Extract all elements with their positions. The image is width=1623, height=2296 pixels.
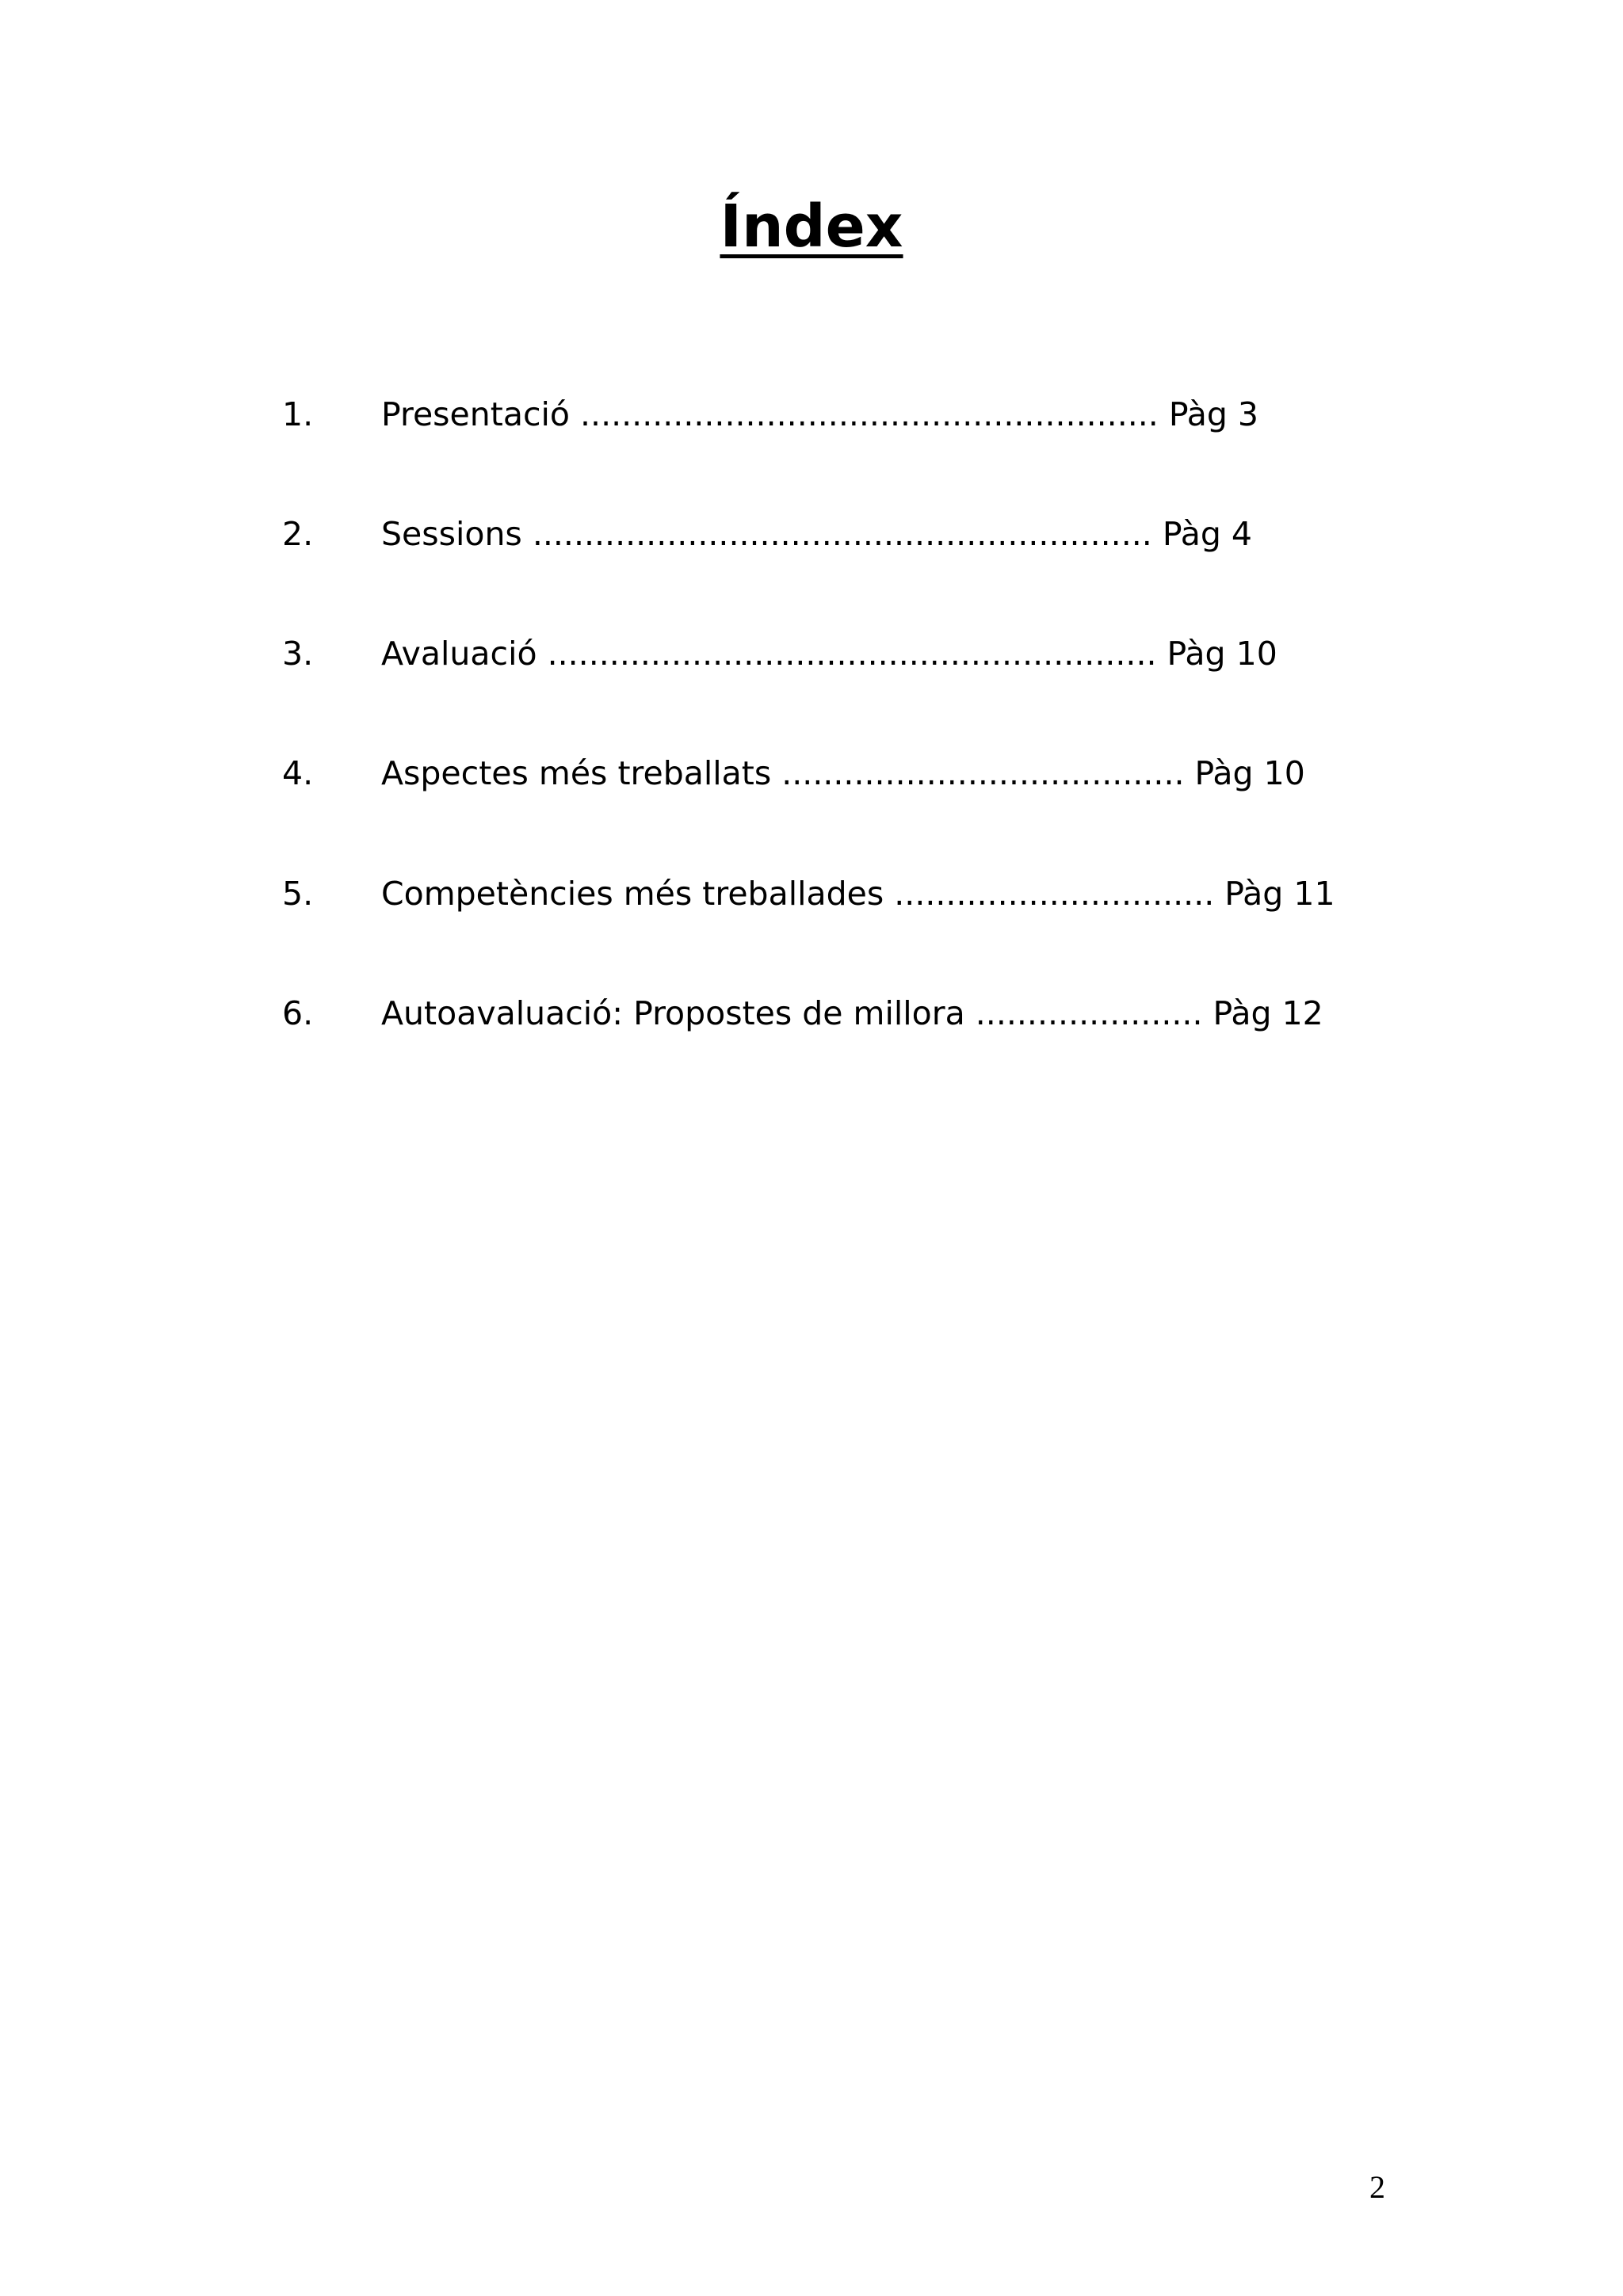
toc-item-number: 1.	[282, 395, 314, 433]
toc-item	[0, 626, 1623, 681]
toc-item-entry: Competències més treballades ............................... Pàg 11	[381, 875, 1335, 913]
toc-item-entry: Autoavaluació: Propostes de millora ...................... Pàg 12	[381, 994, 1323, 1032]
toc-item	[0, 387, 1623, 442]
page-title	[0, 187, 1623, 266]
page-number: 2	[1369, 2169, 1385, 2205]
toc-item-number: 2.	[282, 515, 314, 553]
page-title-text: Índex	[720, 193, 903, 261]
toc-item	[0, 986, 1623, 1041]
toc-item-number: 4.	[282, 754, 314, 792]
toc-item	[0, 506, 1623, 562]
toc-item	[0, 746, 1623, 801]
toc-item-entry: Presentació ........................................................ Pàg 3	[381, 395, 1259, 433]
toc-item-number: 5.	[282, 875, 314, 913]
toc-item-number: 6.	[282, 994, 314, 1032]
toc-item-entry: Aspectes més treballats ....................................... Pàg 10	[381, 754, 1305, 792]
toc-item	[0, 866, 1623, 921]
toc-item-entry: Sessions ............................................................ Pàg 4	[381, 515, 1252, 553]
toc-item-entry: Avaluació ........................................................... Pàg 10	[381, 635, 1277, 673]
toc-item-number: 3.	[282, 635, 314, 673]
